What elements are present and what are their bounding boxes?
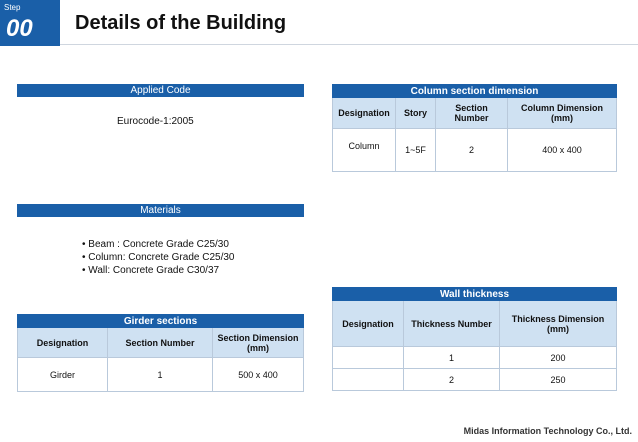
- column-cell-designation: Column: [333, 129, 396, 172]
- column-header-designation: Designation: [333, 98, 396, 129]
- wall-cell-thickness-number: 2: [404, 369, 500, 391]
- materials-item-column: • Column: Concrete Grade C25/30: [82, 252, 235, 263]
- wall-header-designation: Designation: [333, 301, 404, 347]
- materials-item-beam: • Beam : Concrete Grade C25/30: [82, 239, 229, 250]
- column-header-dimension: Column Dimension (mm): [508, 98, 617, 129]
- page-title: Details of the Building: [75, 12, 287, 34]
- column-table-caption: Column section dimension: [333, 85, 617, 98]
- step-badge: [0, 0, 60, 46]
- column-header-story: Story: [396, 98, 436, 129]
- girder-header-designation: Designation: [18, 328, 108, 358]
- girder-header-dimension: Section Dimension (mm): [213, 328, 304, 358]
- step-label: Step: [4, 3, 21, 12]
- column-header-section-number: Section Number: [436, 98, 508, 129]
- materials-list: [82, 238, 234, 277]
- girder-sections-table: [17, 314, 304, 392]
- wall-cell-designation: [333, 347, 404, 369]
- column-cell-story: 1~5F: [396, 129, 436, 172]
- wall-table-caption: Wall thickness: [333, 288, 617, 301]
- wall-header-thickness-dimension: Thickness Dimension (mm): [500, 301, 617, 347]
- girder-cell-section-number: 1: [108, 358, 213, 392]
- applied-code-bar: Applied Code: [17, 84, 304, 97]
- applied-code-value: Eurocode-1:2005: [117, 116, 194, 127]
- step-number: 00: [6, 15, 33, 42]
- wall-cell-designation: [333, 369, 404, 391]
- wall-cell-thickness-number: 1: [404, 347, 500, 369]
- column-cell-dimension: 400 x 400: [508, 129, 617, 172]
- column-cell-section-number: 2: [436, 129, 508, 172]
- girder-header-section-number: Section Number: [108, 328, 213, 358]
- girder-cell-designation: Girder: [18, 358, 108, 392]
- column-section-table: [332, 84, 617, 172]
- wall-header-thickness-number: Thickness Number: [404, 301, 500, 347]
- girder-table-caption: Girder sections: [18, 315, 304, 328]
- wall-thickness-table: [332, 287, 617, 391]
- footer-company: Midas Information Technology Co., Ltd.: [463, 426, 632, 436]
- wall-cell-thickness-dimension: 250: [500, 369, 617, 391]
- wall-cell-thickness-dimension: 200: [500, 347, 617, 369]
- materials-bar: Materials: [17, 204, 304, 217]
- title-divider: [60, 44, 638, 45]
- materials-item-wall: • Wall: Concrete Grade C30/37: [82, 265, 220, 276]
- girder-cell-dimension: 500 x 400: [213, 358, 304, 392]
